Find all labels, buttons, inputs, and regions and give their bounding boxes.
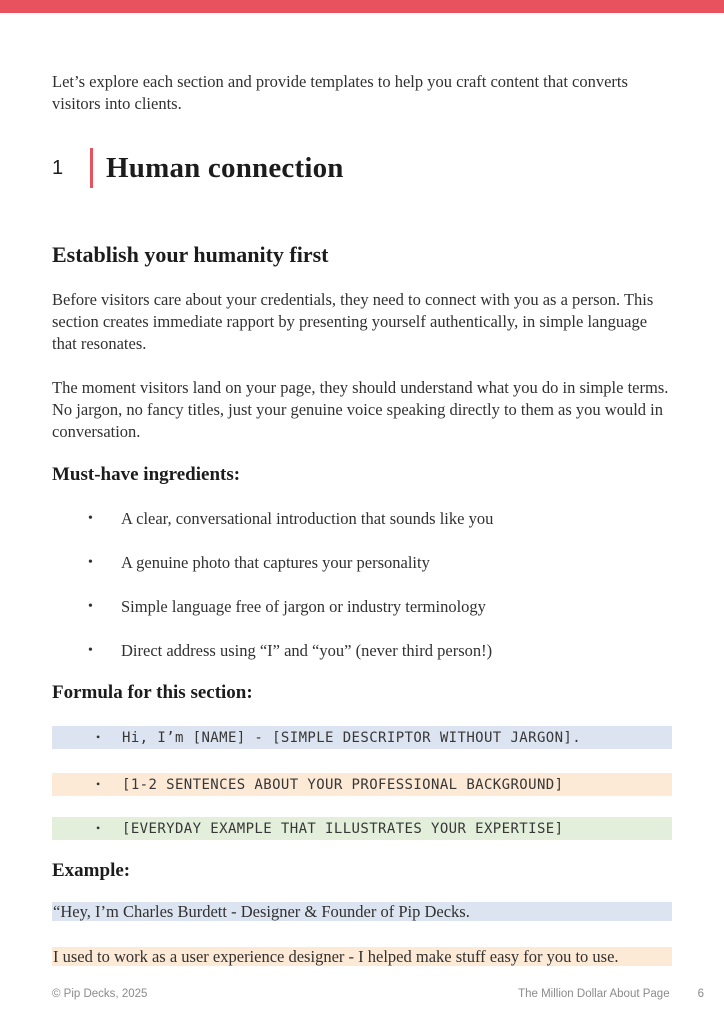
list-item-text: A clear, conversational introduction that sounds like you xyxy=(121,509,494,528)
footer-page-number: 6 xyxy=(697,988,704,1000)
bullet-marker: • xyxy=(88,643,93,658)
section-accent-bar xyxy=(90,148,93,188)
list-item xyxy=(52,553,672,573)
subsection-title: Establish your humanity first xyxy=(52,242,329,267)
formula-row xyxy=(52,726,672,749)
list-item xyxy=(52,641,672,661)
example-row xyxy=(52,947,672,966)
section-title: Human connection xyxy=(106,151,344,184)
section-heading xyxy=(52,147,672,189)
section-number: 1 xyxy=(52,156,64,179)
formula-text: [1-2 SENTENCES ABOUT YOUR PROFESSIONAL BACKGROUND] xyxy=(122,776,564,793)
list-item-text: A genuine photo that captures your personality xyxy=(121,553,430,572)
list-item xyxy=(52,597,672,617)
page-content xyxy=(52,71,672,966)
body-paragraph: Before visitors care about your credentials, they need to connect with you as a person. This section creates immediate rapport by presenting yourself authentically, in simple language that resonates. xyxy=(52,290,654,353)
bullet-marker: • xyxy=(96,821,101,835)
bullet-marker: • xyxy=(96,730,101,744)
ingredients-list xyxy=(52,509,672,661)
footer-right xyxy=(518,988,704,1000)
list-item-text: Simple language free of jargon or industry terminology xyxy=(121,597,486,616)
formula-heading: Formula for this section: xyxy=(52,682,253,703)
list-item xyxy=(52,509,672,529)
bullet-marker: • xyxy=(88,511,93,526)
formula-row xyxy=(52,773,672,796)
example-heading: Example: xyxy=(52,860,131,881)
formula-text: Hi, I’m [NAME] - [SIMPLE DESCRIPTOR WITHOUT JARGON]. xyxy=(122,729,582,746)
example-text: “Hey, I’m Charles Burdett - Designer & Founder of Pip Decks. xyxy=(53,902,470,921)
ingredients-heading: Must-have ingredients: xyxy=(52,464,241,485)
top-accent-bar xyxy=(0,0,724,13)
bullet-marker: • xyxy=(88,599,93,614)
page-footer xyxy=(52,988,704,1000)
bullet-marker: • xyxy=(96,777,101,791)
footer-copyright: © Pip Decks, 2025 xyxy=(52,988,148,1000)
formula-row xyxy=(52,817,672,840)
intro-paragraph: Let’s explore each section and provide templates to help you craft content that converts visitors into clients. xyxy=(52,72,628,113)
list-item-text: Direct address using “I” and “you” (never third person!) xyxy=(121,641,493,660)
example-text: I used to work as a user experience designer - I helped make stuff easy for you to use. xyxy=(53,947,619,966)
formula-text: [EVERYDAY EXAMPLE THAT ILLUSTRATES YOUR EXPERTISE] xyxy=(122,820,564,837)
bullet-marker: • xyxy=(88,555,93,570)
body-paragraph: The moment visitors land on your page, they should understand what you do in simple terms. No jargon, no fancy titles, just your genuine voice speaking directly to them as you would in conversation. xyxy=(52,378,669,441)
footer-doc-title: The Million Dollar About Page xyxy=(518,988,670,1000)
example-row xyxy=(52,902,672,921)
